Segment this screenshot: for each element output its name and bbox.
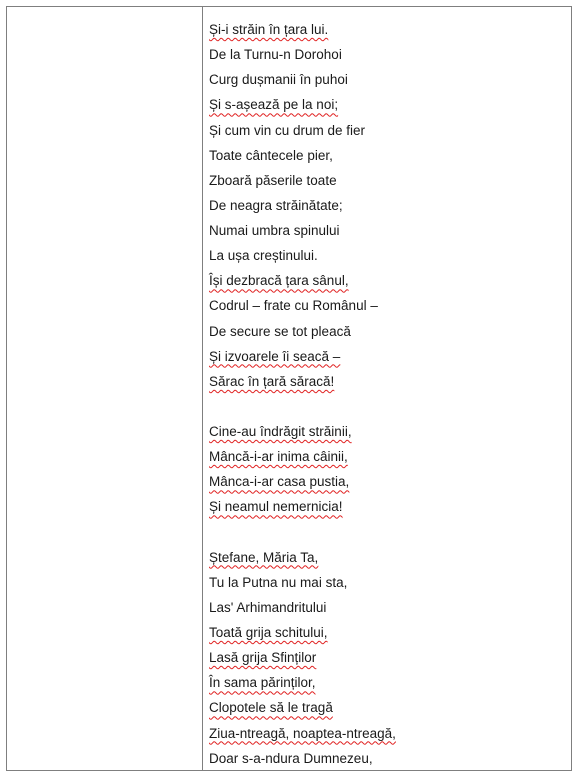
poem-blank-line [209, 394, 396, 419]
poem-line[interactable]: Doar s-a-ndura Dumnezeu, [209, 750, 373, 766]
poem-line[interactable]: Codrul – frate cu Românul – [209, 298, 378, 314]
poem-line[interactable]: Curg dușmanii în puhoi [209, 72, 348, 88]
poem-line[interactable]: De neagra străinătate; [209, 197, 343, 213]
poem-line[interactable]: Lasă grija Sfinților [209, 650, 317, 666]
poem-line[interactable]: Ziua-ntreagă, noaptea-ntreagă, [209, 725, 396, 741]
poem-line[interactable]: Mâncă-i-ar inima câinii, [209, 449, 348, 465]
poem-line[interactable]: De la Turnu-n Dorohoi [209, 47, 342, 63]
poem-line[interactable]: Își dezbracă țara sânul, [209, 273, 349, 289]
poem-blank-line [209, 520, 396, 545]
poem-line[interactable]: Și cum vin cu drum de fier [209, 122, 366, 138]
poem-line[interactable]: Toate cântecele pier, [209, 147, 333, 163]
poem-line[interactable]: În sama părinților, [209, 675, 316, 691]
poem-line[interactable]: Tu la Putna nu mai sta, [209, 574, 348, 590]
table-right-cell[interactable] [203, 7, 571, 770]
poem-line[interactable]: Și izvoarele îi seacă – [209, 348, 341, 364]
poem-line[interactable]: Sărac în țară săracă! [209, 373, 335, 389]
poem-line[interactable]: Zboară păserile toate [209, 172, 337, 188]
poem-line[interactable]: Cine-au îndrăgit străinii, [209, 424, 352, 439]
poem-line[interactable]: Las' Arhimandritului [209, 599, 327, 615]
poem-line[interactable]: Toată grija schitului, [209, 625, 328, 640]
poem-line[interactable]: Și neamul nemernicia! [209, 499, 343, 515]
poem-line[interactable]: Ștefane, Măria Ta, [209, 549, 319, 565]
poem-line[interactable]: Mânca-i-ar casa pustia, [209, 474, 350, 490]
poem-line[interactable]: Și-i străin în țara lui. [209, 22, 329, 37]
poem-line[interactable]: De secure se tot pleacă [209, 323, 351, 339]
poem-line[interactable]: Clopotele să le tragă [209, 700, 333, 716]
poem-line[interactable]: La ușa creștinului. [209, 248, 318, 264]
poem-verse-list [209, 17, 396, 771]
table-left-cell[interactable] [7, 7, 203, 770]
poem-table [6, 6, 572, 771]
poem-line[interactable]: Numai umbra spinului [209, 223, 340, 238]
poem-line[interactable]: Și s-așează pe la noi; [209, 97, 339, 113]
